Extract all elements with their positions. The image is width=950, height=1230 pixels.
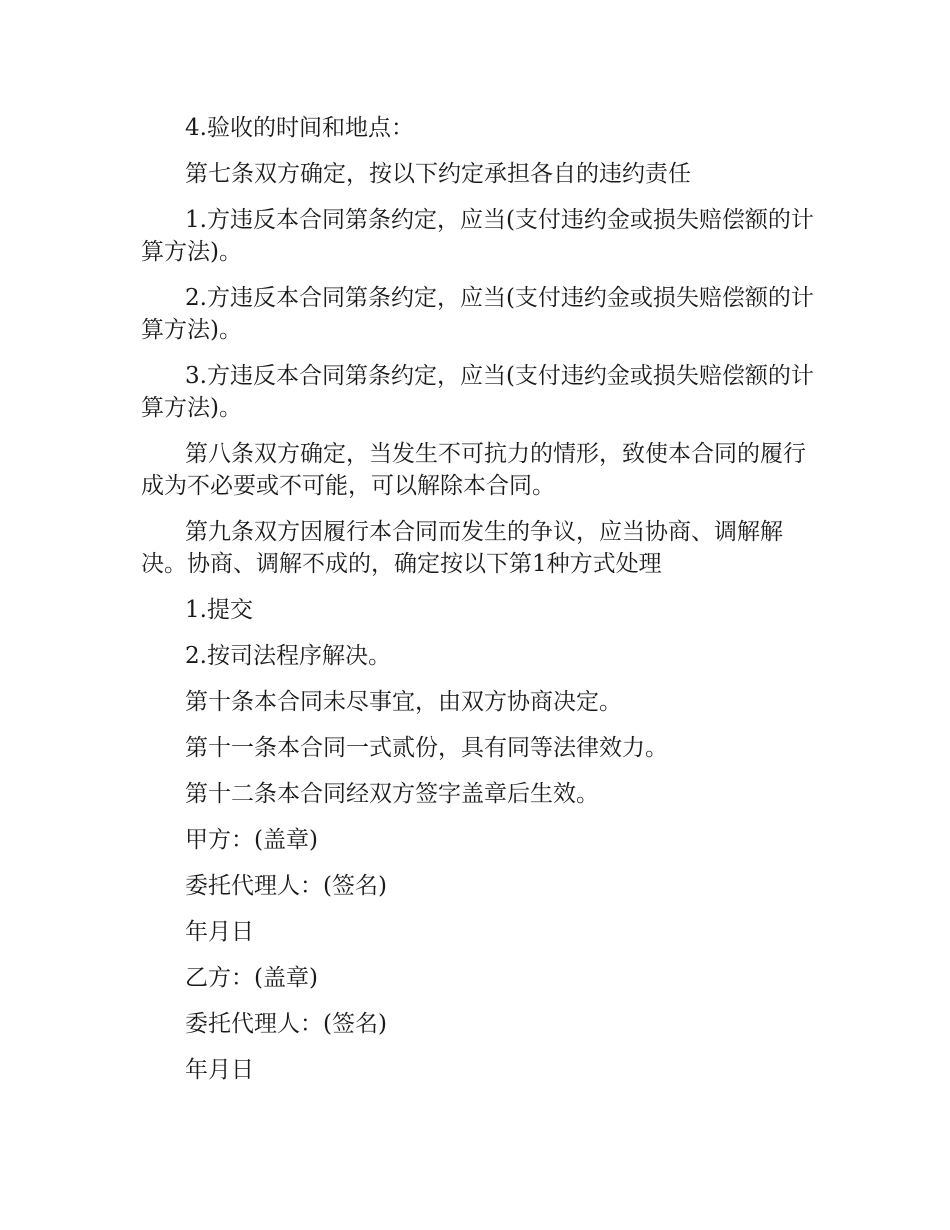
party-b-date: 年月日 xyxy=(185,1057,254,1083)
paragraph-article-8: 第八条双方确定，当发生不可抗力的情形，致使本合同的履行成为不必要或不可能，可以解除本合同。 xyxy=(141,441,806,499)
party-b-agent-signature: 委托代理人：(签名) xyxy=(185,1011,387,1037)
paragraph-dispute-option-1: 1.提交 xyxy=(185,597,253,623)
party-a-agent-signature: 委托代理人：(签名) xyxy=(185,873,387,899)
paragraph-article-7: 第七条双方确定，按以下约定承担各自的违约责任 xyxy=(185,161,691,187)
paragraph-article-10: 第十条本合同未尽事宜，由双方协商决定。 xyxy=(185,689,622,715)
paragraph-breach-item-3: 3.方违反本合同第条约定，应当(支付违约金或损失赔偿额的计算方法)。 xyxy=(141,363,814,421)
paragraph-article-12: 第十二条本合同经双方签字盖章后生效。 xyxy=(185,781,599,807)
party-b-seal: 乙方：(盖章) xyxy=(185,965,318,991)
document-body xyxy=(141,112,816,1100)
paragraph-dispute-option-2: 2.按司法程序解决。 xyxy=(185,643,391,669)
paragraph-article-11: 第十一条本合同一式贰份，具有同等法律效力。 xyxy=(185,735,668,761)
paragraph-breach-item-2: 2.方违反本合同第条约定，应当(支付违约金或损失赔偿额的计算方法)。 xyxy=(141,285,814,343)
paragraph-acceptance-time-place: 4.验收的时间和地点： xyxy=(185,115,414,141)
party-a-seal: 甲方：(盖章) xyxy=(185,827,318,853)
paragraph-breach-item-1: 1.方违反本合同第条约定，应当(支付违约金或损失赔偿额的计算方法)。 xyxy=(141,207,814,265)
paragraph-article-9: 第九条双方因履行本合同而发生的争议，应当协商、调解解决。协商、调解不成的，确定按以下第1种方式处理 xyxy=(141,519,783,577)
party-a-date: 年月日 xyxy=(185,919,254,945)
